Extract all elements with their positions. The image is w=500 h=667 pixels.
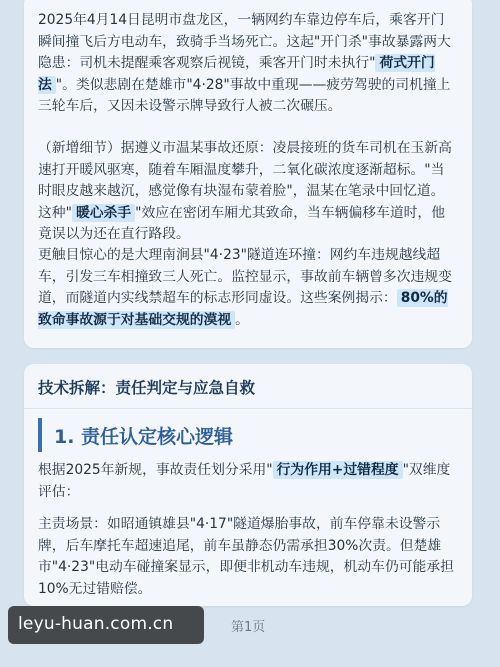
paragraph-new-rules — [38, 460, 458, 503]
paragraph-text: （新增细节）据遵义市温某事故还原：凌晨接班的货车司机在玉新高速打开暖风驱寒，随着车厢温度攀升，二氧化碳浓度逐渐超标。"当时眼皮越来越沉，感觉像有块湿布蒙着脸"，温某在笔录中回忆道。这种" — [38, 140, 452, 221]
paragraph-text: "效应在密闭车厢尤其致命，当车辆偏移车道时，他竟误以为还在直行路段。 — [38, 204, 446, 242]
paragraph-main-liability: 主责场景：如昭通镇雄县"4·17"隧道爆胎事故，前车停靠未设警示牌，后车摩托车超速追尾，前车虽静态仍需承担30%次责。但楚雄市"4·23"电动车碰撞案显示，即便非机动车违规，机动车仍可能承担10%无过错赔偿。 — [38, 516, 454, 597]
page-number: 第1页 — [231, 620, 266, 635]
card-header — [24, 364, 472, 409]
article-card-2 — [24, 364, 472, 606]
paragraph-text: "双维度评估： — [38, 462, 451, 500]
paragraph-text: "。类似悲剧在楚雄市"4·28"事故中重现——疲劳驾驶的司机撞上三轮车后，又因未设警示牌导致行人被二次碾压。 — [38, 76, 451, 114]
highlight-term: 暖心杀手 — [72, 204, 135, 222]
paragraph-text: 。 — [235, 311, 249, 328]
section-title: 1. 责任认定核心逻辑 — [54, 426, 234, 448]
paragraph-text: 根据2025年新规，事故责任划分采用" — [38, 462, 273, 478]
paragraph-kaimensha — [38, 10, 458, 118]
paragraph-dali — [38, 245, 458, 331]
highlight-term: 行为作用+过错程度 — [273, 461, 403, 479]
article-card-1 — [24, 0, 472, 348]
section-heading — [38, 418, 462, 452]
site-watermark — [8, 606, 204, 644]
paragraph-text: 2025年4月14日昆明市盘龙区，一辆网约车靠边停车后，乘客开门瞬间撞飞后方电动车，致骑手当场死亡。这起"开门杀"事故暴露两大隐患：司机未提醒乘客观察后视镜，乘客开门时未执行" — [38, 12, 451, 71]
highlight-term: 80%的致命事故源于对基础交规的漠视 — [38, 290, 448, 328]
paragraph-text: 更触目惊心的是大理南涧县"4·23"隧道连环撞：网约车违规越线超车，引发三车相撞致三人死亡。监控显示，事故前车辆曾多次违规变道，而隧道内实线禁超车的标志形同虚设。这些案例揭示： — [38, 247, 452, 306]
watermark-text: leyu-huan.com.cn — [18, 614, 174, 634]
card-header-title: 技术拆解：责任判定与应急自救 — [38, 379, 256, 397]
highlight-term: 荷式开门法 — [38, 55, 435, 93]
paragraph-zunyi — [38, 138, 458, 246]
